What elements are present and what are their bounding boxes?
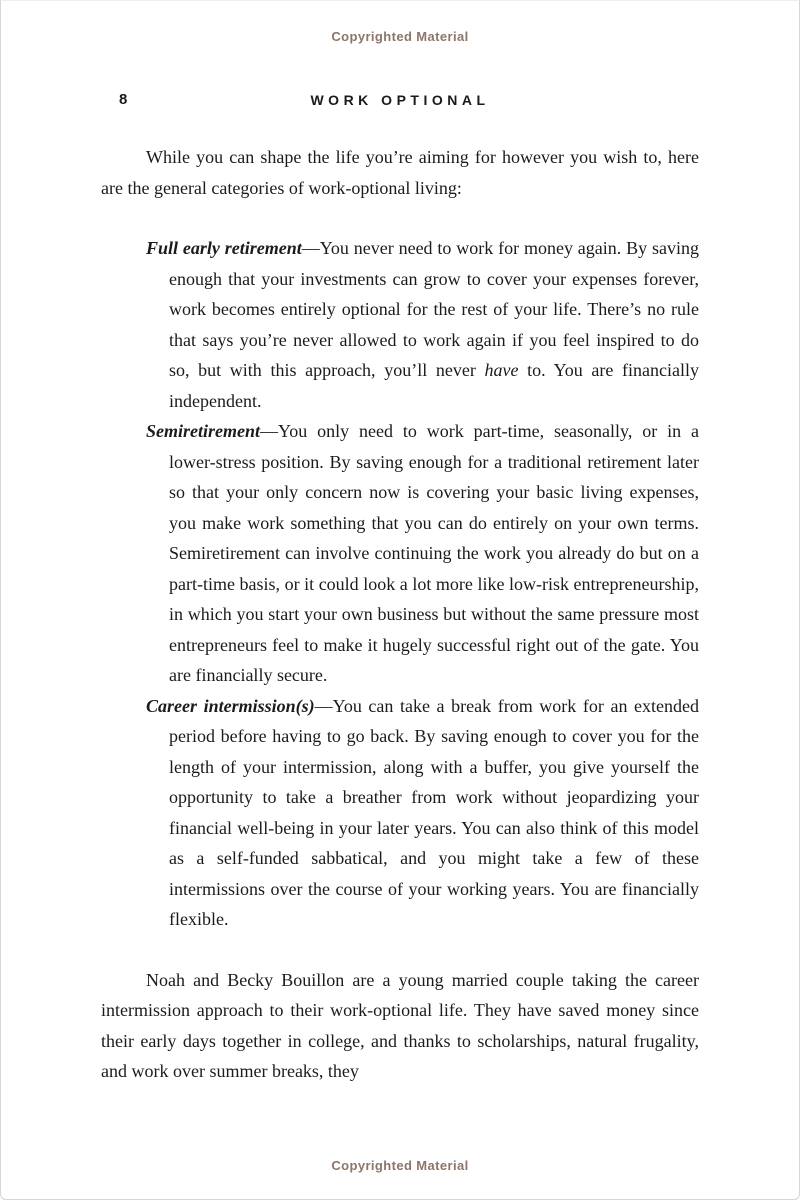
item-lead: Full early retirement xyxy=(146,238,302,258)
copyright-notice-top: Copyrighted Material xyxy=(331,29,469,44)
category-item-semiretirement xyxy=(101,416,699,691)
item-text: —You can take a break from work for an extended period before having to go back. By saving enough to cover you for the length of your intermission, along with a buffer, you give yourself the opportunity to take a breather from work without jeopardizing your financial well-being in your later years. You can also think of this model as a self-funded sabbatical, and you might take a few of these intermissions over the course of your working years. You are financially flexible. xyxy=(169,695,700,929)
category-list xyxy=(101,233,699,935)
category-item-full-early-retirement xyxy=(101,233,699,416)
copyright-notice-bottom: Copyrighted Material xyxy=(331,1158,469,1173)
intro-paragraph: While you can shape the life you’re aiming for however you wish to, here are the general categories of work-optional living: xyxy=(101,147,699,198)
page-number: 8 xyxy=(119,91,128,108)
item-lead: Career intermission(s) xyxy=(146,695,315,716)
item-text-after: to. You are financially independent. xyxy=(169,360,700,411)
item-lead: Semiretirement xyxy=(146,421,260,441)
page-header xyxy=(101,91,699,111)
closing-paragraph: Noah and Becky Bouillon are a young married couple taking the career intermission approach to their work-optional life. They have saved money since their early days together in college, and thanks to scholarships, natural frugality, and work over summer breaks, they xyxy=(101,969,699,1081)
item-text: —You never need to work for money again. By saving enough that your investments can grow to cover your expenses forever, work becomes entirely optional for the rest of your life. There’s no rule that says you’re never allowed to work again if you feel inspired to do so, but with this approach, you’ll never xyxy=(169,238,699,380)
running-head-title: WORK OPTIONAL xyxy=(310,92,490,108)
item-text: —You only need to work part-time, seasonally, or in a lower-stress position. By saving enough for a traditional retirement later so that your only concern now is covering your basic living expenses, you make work something that you can do entirely on your own terms. Semiretirement can involve continuing the work you already do but on a part-time basis, or it could look a lot more like low-risk entrepreneurship, in which you start your own business but without the same pressure most entrepreneurs feel to make it hugely successful right out of the gate. You are financially secure. xyxy=(169,421,699,685)
page-body xyxy=(101,142,699,1087)
category-item-career-intermissions xyxy=(101,691,699,935)
italic-word: have xyxy=(484,360,519,380)
